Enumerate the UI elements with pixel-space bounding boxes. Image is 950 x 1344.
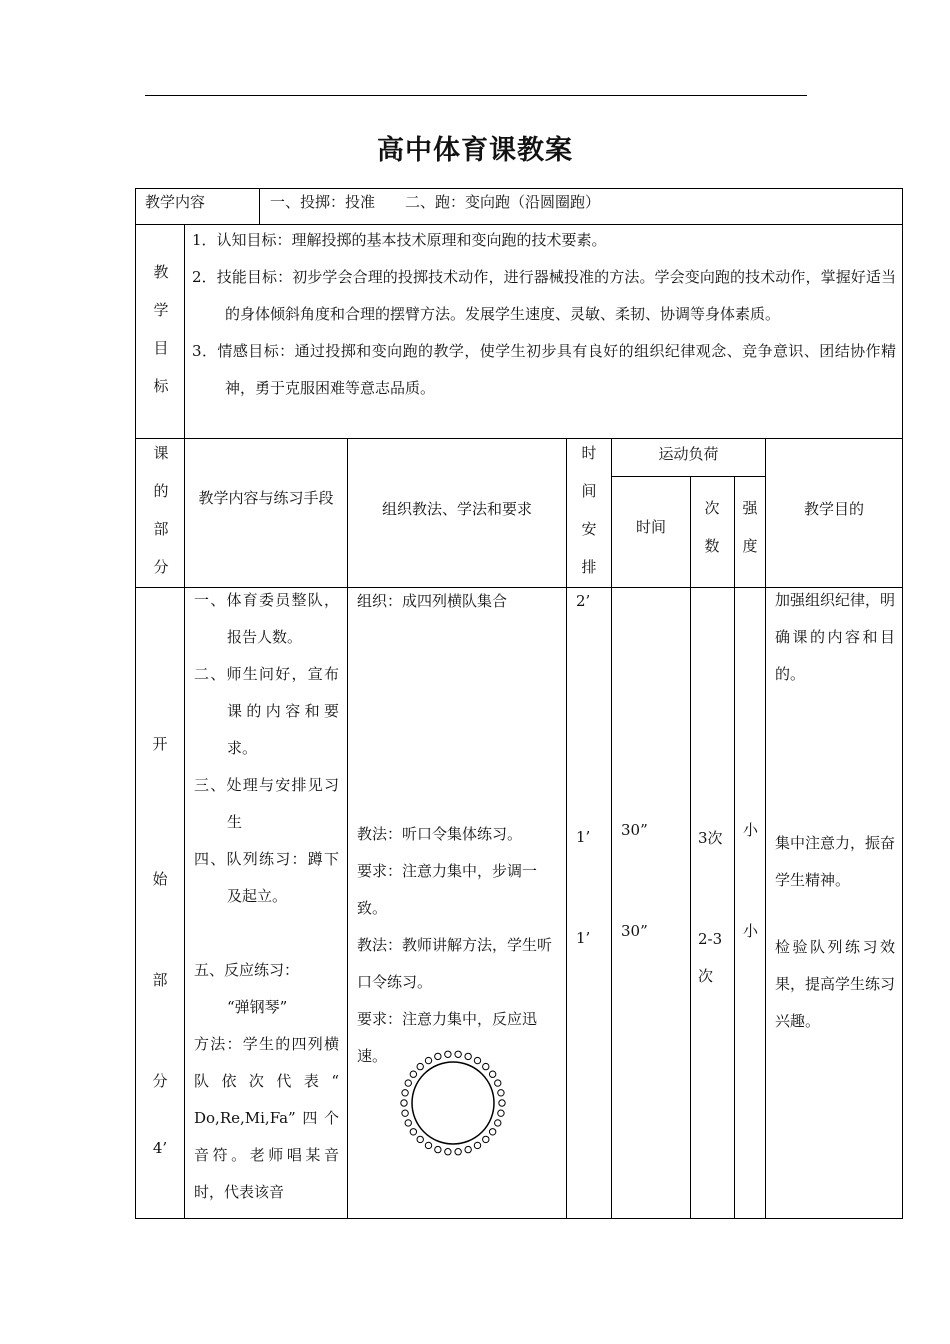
teaching-content-value: 一、投掷：投准 二、跑：变向跑（沿圆圈跑） xyxy=(270,193,601,211)
section-content xyxy=(194,582,339,1211)
header-load-time: 时间 xyxy=(635,518,666,536)
student-marker xyxy=(435,1053,441,1059)
time-arrangement: 2’ xyxy=(576,592,591,610)
student-marker xyxy=(495,1080,501,1086)
objectives-list xyxy=(192,222,896,407)
goal-text: 加强组织纪律，明确课的内容和目的。 xyxy=(775,591,896,683)
header-part: 课 的 部 分 xyxy=(153,444,169,576)
student-marker xyxy=(499,1100,505,1106)
objective-item: 2．技能目标：初步学会合理的投掷技术动作，进行器械投准的方法。学会变向跑的技术动作，掌握好适当的身体倾斜角度和合理的摆臂方法。发展学生速度、灵敏、柔韧、协调等身体素质。 xyxy=(192,268,896,323)
student-marker xyxy=(435,1146,441,1152)
time-arrangement: 1’ xyxy=(576,828,591,846)
intensity-value: 小 xyxy=(743,821,759,839)
student-marker xyxy=(425,1142,431,1148)
student-marker xyxy=(483,1063,489,1069)
content-item: 五、反应练习： xyxy=(194,961,300,979)
student-marker xyxy=(405,1120,411,1126)
objectives-label: 教 学 目 标 xyxy=(153,263,169,395)
student-marker xyxy=(445,1149,451,1155)
objective-item: 1．认知目标：理解投掷的基本技术原理和变向跑的技术要素。 xyxy=(192,231,607,249)
header-count: 次 数 xyxy=(704,499,720,555)
load-time: 30” xyxy=(621,922,648,940)
part-label-char: 部 xyxy=(152,971,168,989)
student-marker xyxy=(455,1149,461,1155)
student-marker xyxy=(402,1090,408,1096)
load-time: 30” xyxy=(621,821,648,839)
time-arrangement: 1’ xyxy=(576,929,591,947)
header-rule xyxy=(145,95,807,96)
content-item: “弹钢琴” xyxy=(227,998,288,1016)
circle-formation-diagram xyxy=(398,1048,508,1158)
method-text: 教法：教师讲解方法，学生听口令练习。 xyxy=(357,936,553,991)
student-marker xyxy=(465,1053,471,1059)
repetition-count: 3次 xyxy=(698,829,723,847)
student-marker xyxy=(410,1129,416,1135)
part-label-char: 始 xyxy=(152,870,168,888)
student-marker xyxy=(417,1136,423,1142)
student-marker xyxy=(455,1051,461,1057)
student-marker xyxy=(410,1071,416,1077)
content-item: 一、体育委员整队，报告人数。 xyxy=(194,591,339,646)
page-title: 高中体育课教案 xyxy=(377,135,573,166)
part-label-char: 开 xyxy=(152,735,168,753)
org-text: 组织：成四列横队集合 xyxy=(357,592,508,610)
student-marker xyxy=(402,1110,408,1116)
goal-text: 检验队列练习效果，提高学生练习兴趣。 xyxy=(775,938,896,1030)
student-marker xyxy=(483,1136,489,1142)
student-marker xyxy=(417,1063,423,1069)
method-block xyxy=(357,816,560,1075)
student-marker xyxy=(489,1071,495,1077)
content-item: 方法：学生的四列横队依次代表“ Do,Re,Mi,Fa”四个音符。老师唱某音时，代表该音 xyxy=(194,1035,339,1201)
goal-text: 集中注意力，振奋学生精神。 xyxy=(775,834,896,889)
requirement-text: 要求：注意力集中，步调一致。 xyxy=(357,862,538,917)
student-marker xyxy=(498,1090,504,1096)
content-item: 四、队列练习：蹲下及起立。 xyxy=(194,850,339,905)
header-goal: 教学目的 xyxy=(803,500,864,518)
method-text: 教法：听口令集体练习。 xyxy=(357,825,523,843)
student-marker xyxy=(405,1080,411,1086)
student-marker xyxy=(425,1057,431,1063)
student-marker xyxy=(498,1110,504,1116)
intensity-value: 小 xyxy=(743,922,759,940)
student-markers xyxy=(401,1051,505,1155)
teaching-content-label: 教学内容 xyxy=(145,193,206,211)
content-item: 三、处理与安排见习生 xyxy=(194,776,339,831)
requirement-text: 要求：注意力集中，反应迅速。 xyxy=(357,1010,538,1065)
header-time-arrangement: 时 间 安 排 xyxy=(581,444,597,576)
student-marker xyxy=(465,1146,471,1152)
header-intensity: 强 度 xyxy=(742,499,758,555)
student-marker xyxy=(401,1100,407,1106)
header-content: 教学内容与练习手段 xyxy=(198,489,334,507)
part-duration: 4’ xyxy=(152,1139,168,1157)
student-marker xyxy=(445,1051,451,1057)
header-load: 运动负荷 xyxy=(658,445,719,463)
student-marker xyxy=(474,1057,480,1063)
student-marker xyxy=(489,1129,495,1135)
header-method: 组织教法、学法和要求 xyxy=(381,500,532,518)
circle-track xyxy=(412,1062,494,1144)
student-marker xyxy=(474,1142,480,1148)
repetition-count: 2-3次 xyxy=(698,930,723,985)
content-item: 二、师生问好，宣布课的内容和要求。 xyxy=(194,665,339,757)
part-label-char: 分 xyxy=(152,1072,168,1090)
objective-item: 3．情感目标：通过投掷和变向跑的教学，使学生初步具有良好的组织纪律观念、竞争意识、团结协作精神，勇于克服困难等意志品质。 xyxy=(192,342,896,397)
student-marker xyxy=(495,1120,501,1126)
